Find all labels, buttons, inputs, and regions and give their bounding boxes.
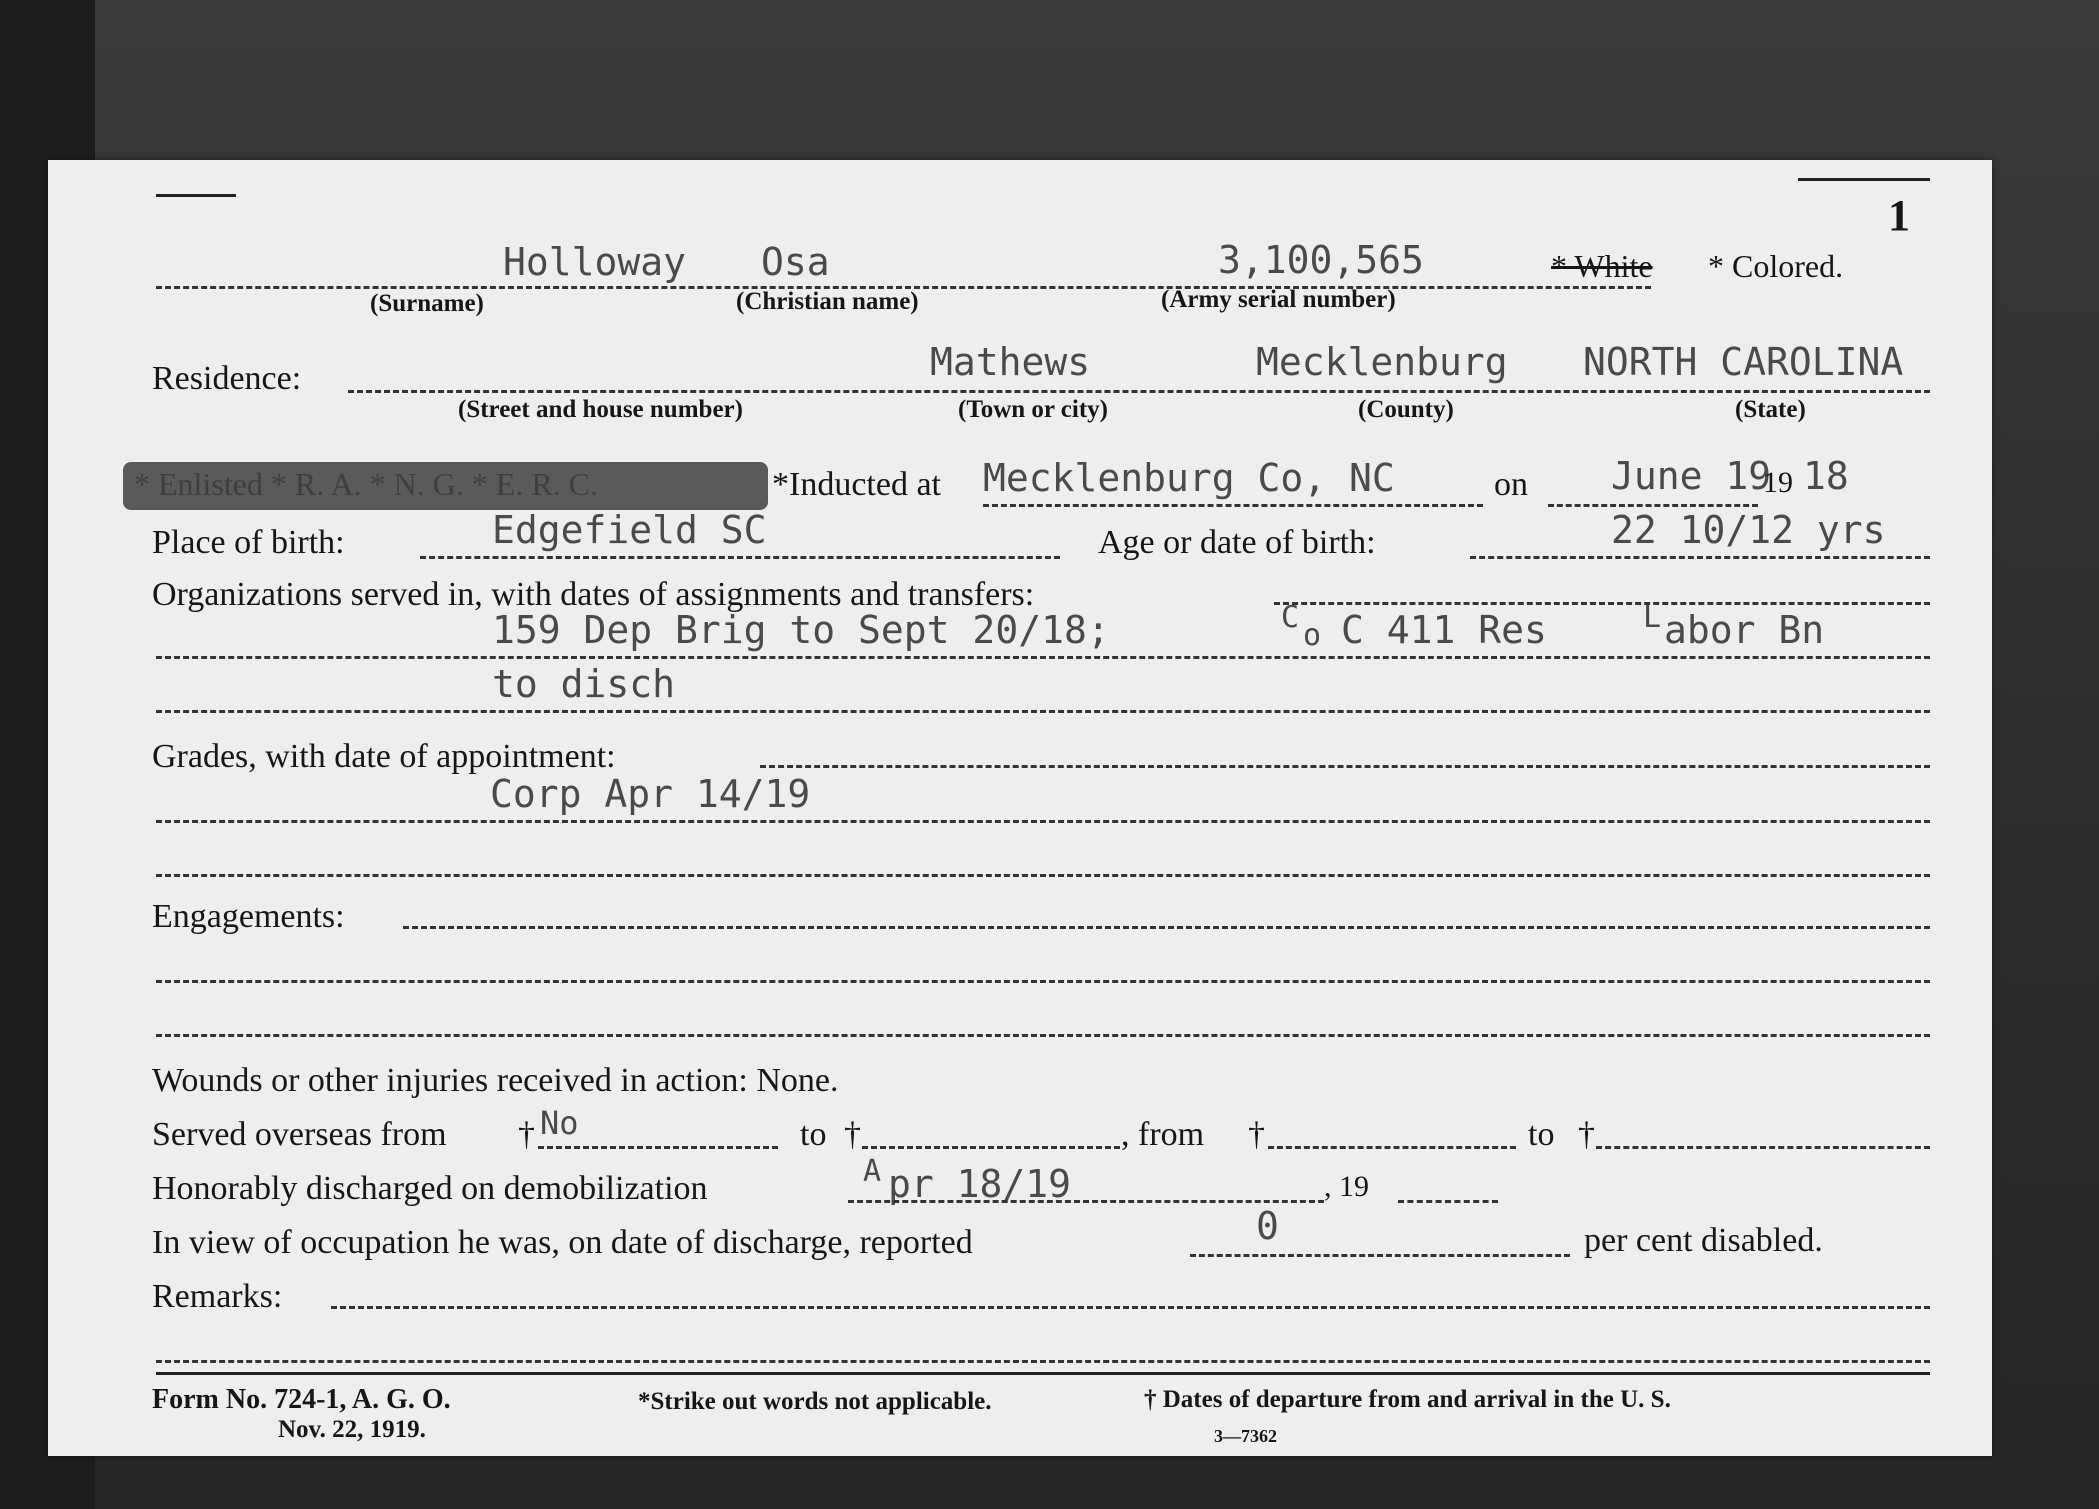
- town-caption: (Town or city): [958, 396, 1108, 423]
- remarks-line-1: [156, 1360, 1930, 1363]
- serial-number-value: 3,100,565: [1218, 238, 1424, 282]
- age-label: Age or date of birth:: [1098, 524, 1376, 561]
- overseas-from-value: No: [540, 1104, 579, 1142]
- overseas-dagger-2: †: [844, 1116, 861, 1153]
- organizations-label: Organizations served in, with dates of assignments and transfers:: [152, 576, 1035, 613]
- residence-line: [348, 390, 1930, 393]
- induction-date-value: June 19: [1611, 454, 1772, 498]
- residence-county-value: Mecklenburg: [1256, 340, 1508, 384]
- organizations-line-2: [156, 710, 1930, 713]
- residence-state-value: NORTH CAROLINA: [1583, 340, 1904, 384]
- overseas-dagger-3: †: [1248, 1116, 1265, 1153]
- print-code: 3—7362: [1214, 1426, 1277, 1446]
- remarks-line-0: [331, 1306, 1930, 1309]
- discharge-date-a: A: [863, 1154, 882, 1189]
- induction-date-line: [1548, 504, 1758, 507]
- grades-line-2: [156, 874, 1930, 877]
- footer-rule: [156, 1372, 1930, 1375]
- residence-label: Residence:: [152, 360, 302, 397]
- organizations-line1-rest: C 411 Res: [1341, 608, 1547, 652]
- residence-town-value: Mathews: [930, 340, 1091, 384]
- enlistment-options: * Enlisted * R. A. * N. G. * E. R. C.: [134, 466, 599, 502]
- disability-label: In view of occupation he was, on date of discharge, reported: [152, 1224, 973, 1261]
- county-caption: (County): [1358, 396, 1454, 423]
- overseas-label: Served overseas from: [152, 1116, 447, 1153]
- overseas-from2-line: [1268, 1146, 1516, 1149]
- overseas-to2-label: to: [1528, 1116, 1555, 1153]
- overseas-from-line: [538, 1146, 778, 1149]
- dates-note: † Dates of departure from and arrival in the U. S.: [1144, 1386, 1671, 1413]
- organizations-l: L: [1643, 600, 1662, 635]
- overseas-dagger-1: †: [518, 1116, 535, 1153]
- discharge-label: Honorably discharged on demobilization: [152, 1170, 708, 1207]
- place-of-birth-label: Place of birth:: [152, 524, 345, 561]
- engagements-line-0: [403, 926, 1930, 929]
- surname-caption: (Surname): [370, 290, 484, 317]
- organizations-co-o: o: [1303, 618, 1322, 653]
- state-caption: (State): [1735, 396, 1806, 423]
- organizations-abor: abor Bn: [1664, 608, 1825, 652]
- form-date: Nov. 22, 1919.: [278, 1416, 426, 1443]
- age-line: [1470, 556, 1930, 559]
- strike-note: *Strike out words not applicable.: [638, 1388, 992, 1415]
- inducted-at-value: Mecklenburg Co, NC: [983, 456, 1395, 500]
- discharge-year-line: [1398, 1200, 1498, 1203]
- organizations-co-c: C: [1281, 600, 1300, 635]
- overseas-to2-line: [1596, 1146, 1930, 1149]
- number-rule: [1798, 178, 1930, 181]
- age-value: 22 10/12 yrs: [1611, 508, 1886, 552]
- overseas-to-label: to: [800, 1116, 827, 1153]
- discharge-year-prefix: , 19: [1324, 1170, 1369, 1203]
- organizations-line2-value: to disch: [492, 662, 676, 706]
- overseas-dagger-4: †: [1578, 1116, 1595, 1153]
- organizations-line1-value: 159 Dep Brig to Sept 20/18;: [492, 608, 1110, 652]
- organizations-line-0: [1274, 602, 1930, 605]
- wounds-label: Wounds or other injuries received in action: None.: [152, 1062, 839, 1099]
- street-caption: (Street and house number): [458, 396, 743, 423]
- serial-caption: (Army serial number): [1161, 286, 1396, 313]
- grades-line-0: [760, 765, 1930, 768]
- form-number: Form No. 724-1, A. G. O.: [152, 1384, 451, 1415]
- induction-year-prefix: 19: [1763, 466, 1793, 499]
- place-of-birth-value: Edgefield SC: [492, 508, 767, 552]
- inducted-on-label: on: [1494, 466, 1528, 503]
- overseas-from2-label: , from: [1121, 1116, 1205, 1153]
- organizations-line-1: [156, 656, 1930, 659]
- engagements-line-2: [156, 1034, 1930, 1037]
- inducted-line: [983, 504, 1483, 507]
- grades-value: Corp Apr 14/19: [490, 772, 811, 816]
- disability-value: 0: [1256, 1204, 1279, 1248]
- inducted-label: *Inducted at: [772, 466, 941, 503]
- disability-suffix: per cent disabled.: [1584, 1222, 1823, 1259]
- engagements-line-1: [156, 980, 1930, 983]
- service-record-card: [48, 160, 1992, 1456]
- race-colored-option: * Colored.: [1708, 248, 1844, 284]
- card-number: 1: [1888, 191, 1910, 240]
- christian-name-value: Osa: [761, 240, 830, 284]
- grades-line-1: [156, 820, 1930, 823]
- overseas-to-line: [862, 1146, 1120, 1149]
- induction-year-value: 18: [1803, 454, 1849, 498]
- race-white-option: * White: [1551, 248, 1653, 284]
- surname-value: Holloway: [503, 240, 687, 284]
- christian-name-caption: (Christian name): [736, 288, 919, 315]
- grades-label: Grades, with date of appointment:: [152, 738, 616, 775]
- discharge-date-value: pr 18/19: [888, 1162, 1072, 1206]
- discharge-date-line: [848, 1200, 1324, 1203]
- corner-rule: [156, 194, 236, 197]
- remarks-label: Remarks:: [152, 1278, 283, 1315]
- engagements-label: Engagements:: [152, 898, 345, 935]
- place-of-birth-line: [420, 556, 1060, 559]
- disability-line: [1190, 1254, 1570, 1257]
